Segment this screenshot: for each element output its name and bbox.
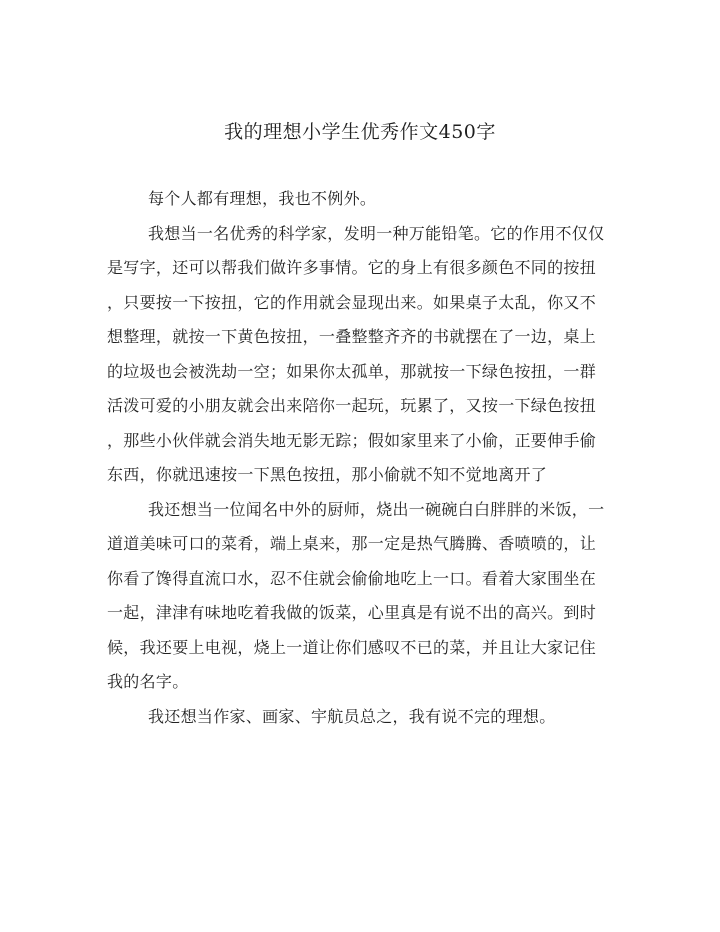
paragraph-line: 我还想当一位闻名中外的厨师，烧出一碗碗白白胖胖的米饭，一 <box>148 499 605 519</box>
paragraph-chef <box>107 493 622 700</box>
paragraph-line: 想整理，就按一下黄色按扭，一叠整整齐齐的书就摆在了一边，桌上 <box>107 327 597 346</box>
paragraph-line: 我想当一名优秀的科学家，发明一种万能铅笔。它的作用不仅仅 <box>148 223 605 243</box>
paragraph-line: ，那些小伙伴就会消失地无影无踪；假如家里来了小偷，正要伸手偷 <box>107 430 597 450</box>
paragraph-line: 候，我还要上电视，烧上一道让你们感叹不已的菜，并且让大家记住 <box>107 637 597 657</box>
paragraph-line: 你看了馋得直流口水，忍不住就会偷偷地吃上一口。看着大家围坐在 <box>107 568 597 588</box>
paragraph-line: ，只要按一下按扭，它的作用就会显现出来。如果桌子太乱，你又不 <box>107 292 597 312</box>
document-title: 我的理想小学生优秀作文450字 <box>224 121 496 143</box>
paragraph-line: 一起，津津有味地吃着我做的饭菜，心里真是有说不出的高兴。到时 <box>107 603 597 622</box>
paragraph-line: 每个人都有理想，我也不例外。 <box>148 189 377 208</box>
paragraph-line: 活泼可爱的小朋友就会出来陪你一起玩，玩累了，又按一下绿色按扭 <box>107 396 597 415</box>
paragraph-line: 的垃圾也会被洗劫一空；如果你太孤单，那就按一下绿色按扭，一群 <box>107 361 597 381</box>
document-body <box>107 182 622 734</box>
paragraph-line: 我的名字。 <box>107 672 189 691</box>
paragraph-line: 是写字，还可以帮我们做许多事情。它的身上有很多颜色不同的按扭 <box>107 258 597 277</box>
paragraph-scientist <box>107 217 622 493</box>
paragraph-conclusion <box>107 700 622 735</box>
paragraph-line: 我还想当作家、画家、宇航员总之，我有说不完的理想。 <box>148 706 556 726</box>
paragraph-intro <box>107 182 622 217</box>
paragraph-line: 道道美味可口的菜肴，端上桌来，那一定是热气腾腾、香喷喷的，让 <box>107 534 597 553</box>
paragraph-line: 东西，你就迅速按一下黑色按扭，那小偷就不知不觉地离开了 <box>107 465 548 484</box>
